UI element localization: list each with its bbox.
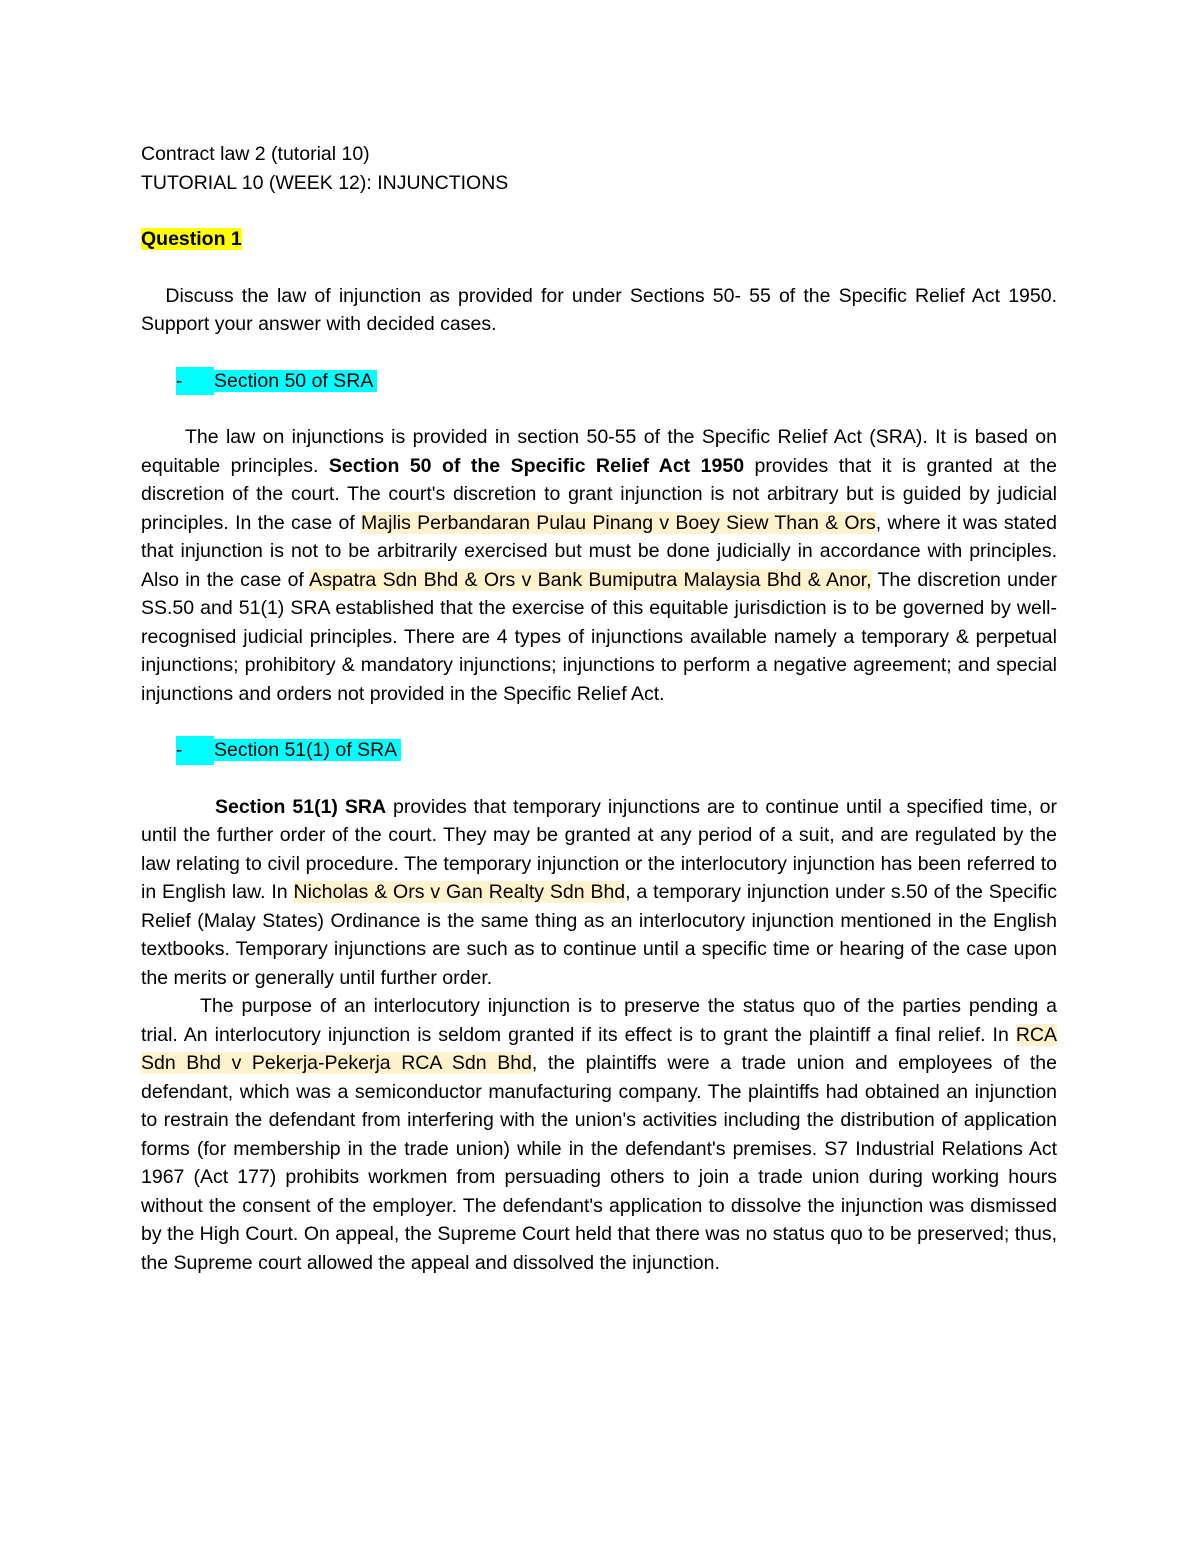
question-prompt [141, 282, 1057, 339]
section-51-heading-text: Section 51(1) of SRA [214, 739, 398, 761]
section-50-heading-text: Section 50 of SRA [214, 369, 374, 392]
case-aspatra: Aspatra Sdn Bhd & Ors v Bank Bumiputra Malaysia Bhd & Anor, [309, 568, 872, 591]
question-heading [141, 225, 1057, 254]
section-50-heading-highlight [176, 370, 377, 392]
purpose-paragraph [141, 992, 1057, 1277]
course-title: Contract law 2 (tutorial 10) [141, 143, 370, 165]
section-51-text-1: provides that temporary injunctions are to continue until a specified time, or until the further order of the court. They may be granted at any period of a suit, and are regulated by the law relating to civil procedure. The temporary injunction or the interlocutory injunction has been referred to in English law. In [141, 795, 1057, 903]
case-nicholas: Nicholas & Ors v Gan Realty Sdn Bhd [293, 881, 626, 903]
section-50-bullet: - [176, 367, 214, 396]
purpose-text-2: , the plaintiffs were a trade union and employees of the defendant, which was a semiconductor manufacturing company. The plaintiffs had obtained an injunction to restrain the defendant from interfering with the union's activities including the distribution of application forms (for membership in the trade union) while in the defendant's premises. S7 Industrial Relations Act 1967 (Act 177) prohibits workmen from persuading others to join a trade union during working hours without the consent of the employer. The defendant's application to dissolve the injunction was dismissed by the High Court. On appeal, the Supreme Court held that there was no status quo to be preserved; thus, the Supreme court allowed the appeal and dissolved the injunction. [141, 1052, 1057, 1274]
section-50-text-4: The discretion under SS.50 and 51(1) SRA established that the exercise of this equitable jurisdiction is to be governed by well-recognised judicial principles. There are 4 types of injunctions available namely a temporary & perpetual injunctions; prohibitory & mandatory injunctions; injunctions to perform a negative agreement; and special injunctions and orders not provided in the Specific Relief Act. [141, 568, 1057, 705]
section-50-bold-ref: Section 50 of the Specific Relief Act 1950 [328, 454, 745, 477]
section-51-heading [176, 736, 1057, 765]
section-51-bold-ref: Section 51(1) SRA [215, 795, 387, 818]
question-prompt-text: Discuss the law of injunction as provided for under Sections 50- 55 of the Specific Relief Act 1950. Support your answer with decided cases. [141, 284, 1057, 335]
tutorial-title: TUTORIAL 10 (WEEK 12): INJUNCTIONS [141, 171, 509, 194]
document-body [141, 140, 1057, 1277]
section-51-heading-highlight [176, 739, 401, 761]
section-51-paragraph [141, 793, 1057, 993]
case-majlis-perbandaran: Majlis Perbandaran Pulau Pinang v Boey Siew Than & Ors [361, 511, 876, 534]
section-51-bullet: - [176, 736, 214, 765]
question-label: Question 1 [141, 228, 242, 250]
section-50-heading [176, 367, 1057, 396]
section-50-text-2: provides that it is granted at the discretion of the court. The court's discretion to grant injunction is not arbitrary but is guided by judicial principles. In the case of [141, 454, 1057, 534]
section-50-text-1: The law on injunctions is provided in section 50-55 of the Specific Relief Act (SRA). It is based on equitable principles. [141, 426, 1057, 477]
section-50-paragraph [141, 423, 1057, 708]
purpose-text-1: The purpose of an interlocutory injunction is to preserve the status quo of the parties pending a trial. An interlocutory injunction is seldom granted if its effect is to grant the plaintiff a final relief. In [141, 995, 1057, 1046]
case-rca: RCA Sdn Bhd v Pekerja-Pekerja RCA Sdn Bhd [141, 1023, 1057, 1074]
section-51-text-2: , a temporary injunction under s.50 of the Specific Relief (Malay States) Ordinance is the same thing as an interlocutory injunction mentioned in the English textbooks. Temporary injunctions are such as to continue until a specific time or hearing of the case upon the merits or generally until further order. [141, 881, 1057, 989]
section-50-text-3: , where it was stated that injunction is not to be arbitrarily exercised but must be done judicially in accordance with principles. Also in the case of [141, 511, 1058, 591]
